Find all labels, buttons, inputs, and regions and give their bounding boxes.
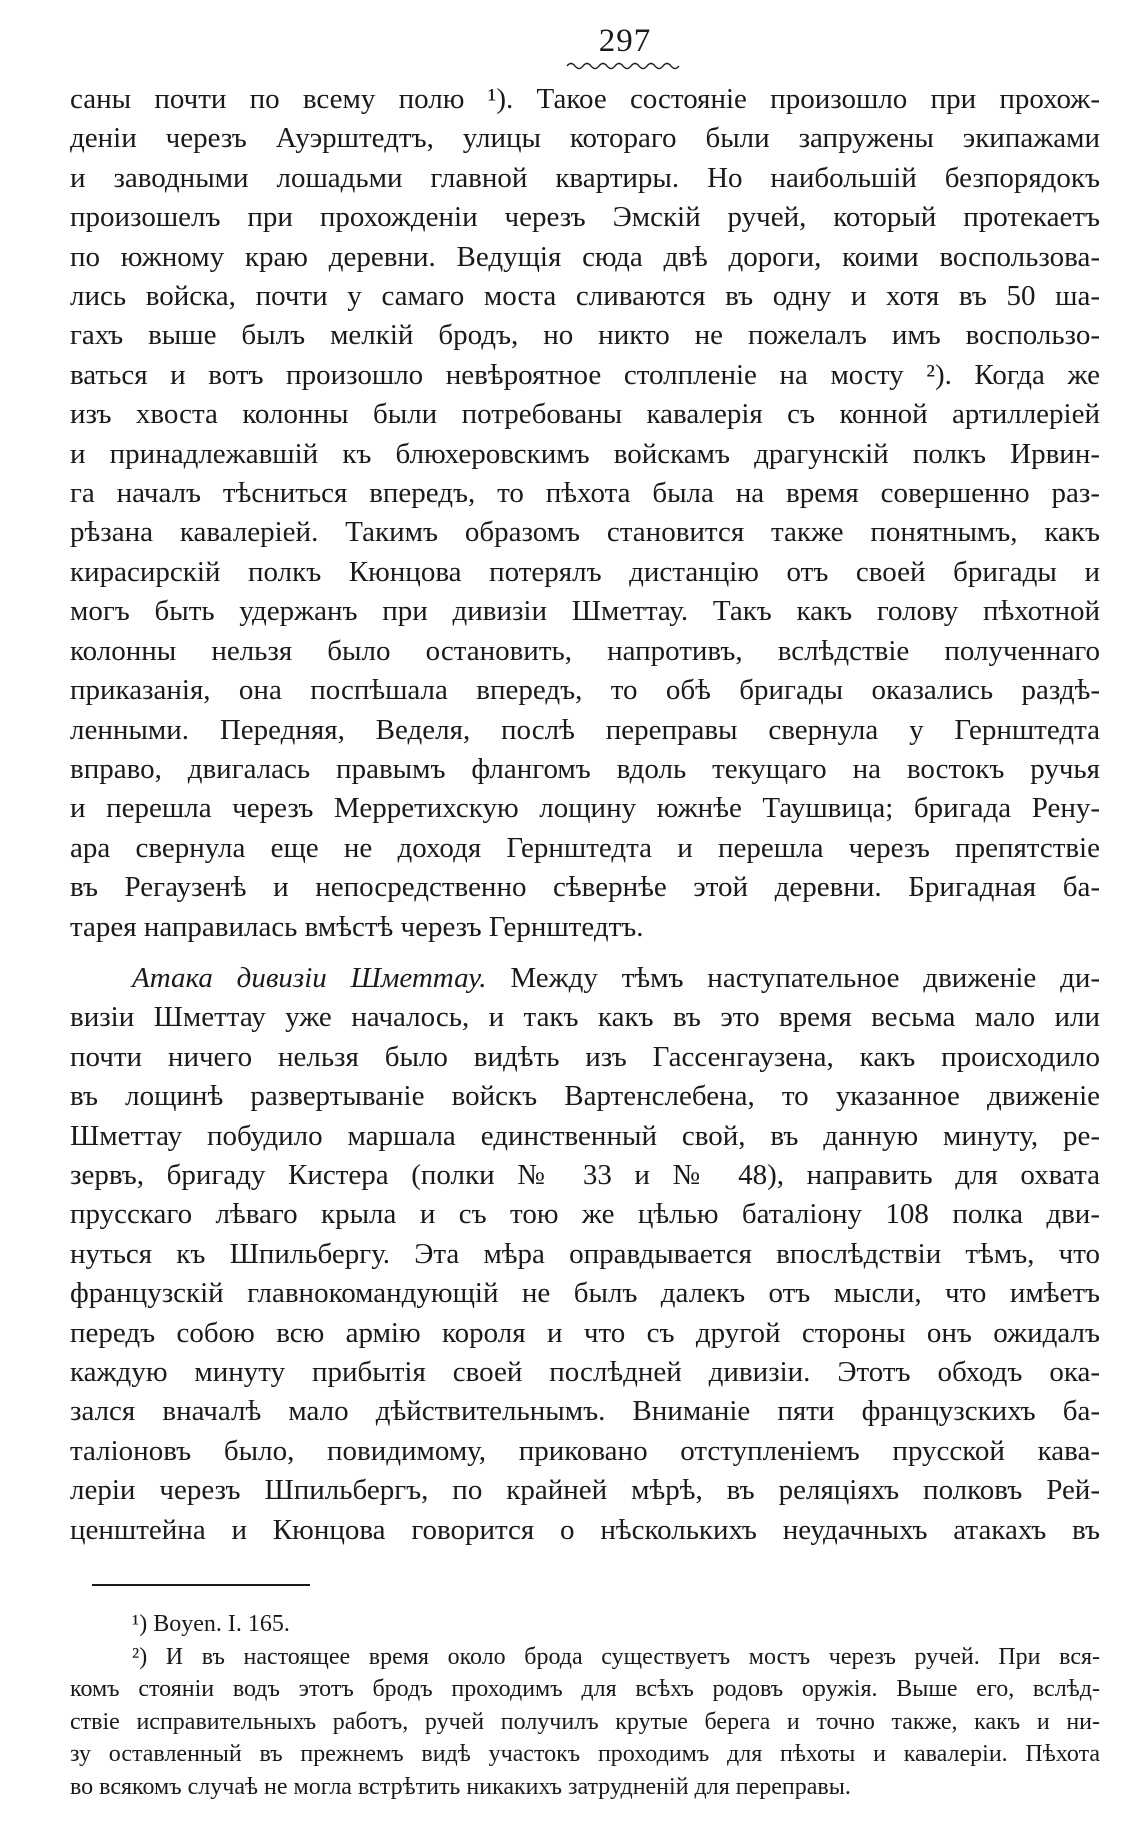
text-line: ленными. Передняя, Веделя, послѣ переправы свернула у Гернштедта (70, 713, 1100, 746)
text-line: саны почти по всему полю ¹). Такое состоянiе произошло при прохож- (70, 83, 1100, 115)
text-line: зервъ, бригаду Кистера (полки № 33 и № 48), направить для охвата (70, 1158, 1100, 1191)
footnote-rule (92, 1584, 310, 1586)
text-line: и принадлежавшiй къ блюхеровскимъ войскамъ драгунскiй полкъ Ирвин- (70, 437, 1100, 470)
text-line: могъ быть удержанъ при дивизiи Шметтау. Такъ какъ голову пѣхотной (70, 595, 1100, 628)
text-line: ваться и вотъ произошло невѣроятное столпленiе на мосту ²). Когда же (70, 358, 1100, 391)
text-line: почти ничего нельзя было видѣть изъ Гассенгаузена, какъ происходило (70, 1040, 1100, 1073)
text-line: прусскаго лѣваго крыла и съ тою же цѣлью баталiону 108 полка дви- (70, 1198, 1100, 1231)
text-line: изъ хвоста колонны были потребованы кавалерiя съ конной артиллерiей (70, 398, 1100, 431)
text-line: по южному краю деревни. Ведущiя сюда двѣ дороги, коими воспользова- (70, 240, 1100, 273)
text-line-first (70, 959, 1100, 998)
text-line: Шметтау побудило маршала единственный свой, въ данную минуту, ре- (70, 1119, 1100, 1152)
main-text (70, 80, 1100, 1550)
text-line: нуться къ Шпильбергу. Эта мѣра оправдывается впослѣдствiи тѣмъ, что (70, 1237, 1100, 1270)
text-line: передъ собою всю армiю короля и что съ другой стороны онъ ожидалъ (70, 1316, 1100, 1349)
footnotes (70, 1608, 1100, 1803)
text-line: денiи черезъ Ауэрштедтъ, улицы котораго были запружены экипажами (70, 122, 1100, 155)
footnote-2-line: комъ стоянiи водъ этотъ бродъ проходимъ для всѣхъ родовъ оружiя. Выше его, вслѣд- (70, 1676, 1100, 1703)
footnote-2-line: во всякомъ случаѣ не могла встрѣтить никакихъ затрудненiй для переправы. (70, 1773, 851, 1800)
text-line: въ Регаузенѣ и непосредственно сѣвернѣе этой деревни. Бригадная ба- (70, 871, 1100, 904)
text-line: талiоновъ было, повидимому, приковано отступленiемъ прусской кава- (70, 1434, 1100, 1467)
text-line: рѣзана кавалерiей. Такимъ образомъ становится также понятнымъ, какъ (70, 516, 1100, 549)
text-line-rest: Между тѣмъ наступательное движенiе ди- (510, 961, 1100, 994)
paragraph-gap (70, 947, 1100, 959)
paragraph-1 (70, 80, 1100, 947)
text-line: визiи Шметтау уже началось, и такъ какъ въ это время весьма мало или (70, 1001, 1100, 1034)
section-heading: Атака дивизiи Шметтау. (132, 961, 487, 994)
footnote-1 (70, 1608, 1100, 1641)
text-line: гахъ выше былъ мелкiй бродъ, но никто не пожелалъ имъ воспользо- (70, 319, 1100, 352)
text-line: ара свернула еще не доходя Гернштедта и перешла черезъ препятствiе (70, 831, 1100, 864)
text-line: каждую минуту прибытiя своей послѣдней дивизiи. Этотъ обходъ ока- (70, 1356, 1100, 1388)
text-line: въ лощинѣ развертыванiе войскъ Вартенслебена, то указанное движенiе (70, 1080, 1100, 1113)
page-number-ornament (565, 60, 685, 70)
footnote-2-text: И въ настоящее время около брода существуетъ мостъ черезъ ручей. При вся- (165, 1643, 1100, 1670)
text-line: зался вначалѣ мало дѣйствительнымъ. Вниманiе пяти французскихъ ба- (70, 1395, 1100, 1428)
text-line: приказанiя, она поспѣшала впередъ, то обѣ бригады оказались раздѣ- (70, 674, 1100, 707)
page-number: 297 (598, 23, 652, 59)
text-line: кирасирскiй полкъ Кюнцова потерялъ дистанцiю отъ своей бригады и (70, 555, 1100, 588)
text-line: и перешла черезъ Мерретихскую лощину южнѣе Таушвица; бригада Рену- (70, 792, 1100, 825)
text-line: французскiй главнокомандующiй не былъ далекъ отъ мысли, что имѣетъ (70, 1277, 1100, 1310)
text-line: произошелъ при прохожденiи черезъ Эмскiй ручей, который протекаетъ (70, 201, 1100, 234)
footnote-1-marker: ¹) (132, 1611, 148, 1638)
paragraph-2 (70, 959, 1100, 1550)
footnote-2-first-line (70, 1641, 1100, 1674)
text-line: лись войска, почти у самаго моста сливаются въ одну и хотя въ 50 ша- (70, 280, 1100, 313)
book-page (70, 22, 1100, 1803)
text-line: га началъ тѣсниться впередъ, то пѣхота была на время совершенно раз- (70, 477, 1100, 510)
text-line: лерiи черезъ Шпильбергъ, по крайней мѣрѣ, въ реляцiяхъ полковъ Рей- (70, 1474, 1100, 1507)
text-line: и заводными лошадьми главной квартиры. Но наибольшiй безпорядокъ (70, 161, 1100, 194)
footnote-1-text: Boyen. I. 165. (153, 1611, 290, 1638)
footnote-2-line: ствiе исправительныхъ работъ, ручей получилъ крутые берега и точно также, какъ и ни- (70, 1708, 1100, 1735)
footnote-2-marker: ²) (132, 1643, 148, 1670)
text-line: вправо, двигалась правымъ флангомъ вдоль текущаго на востокъ ручья (70, 752, 1100, 785)
text-line: тарея направилась вмѣстѣ черезъ Гернштедтъ. (70, 910, 644, 943)
text-line: колонны нельзя было остановить, напротивъ, вслѣдствiе полученнаго (70, 634, 1100, 667)
text-line: ценштейна и Кюнцова говорится о нѣсколькихъ неудачныхъ атакахъ въ (70, 1513, 1100, 1546)
footnote-2-line: зу оставленный въ прежнемъ видѣ участокъ проходимъ для пѣхоты и кавалерiи. Пѣхота (70, 1741, 1100, 1768)
